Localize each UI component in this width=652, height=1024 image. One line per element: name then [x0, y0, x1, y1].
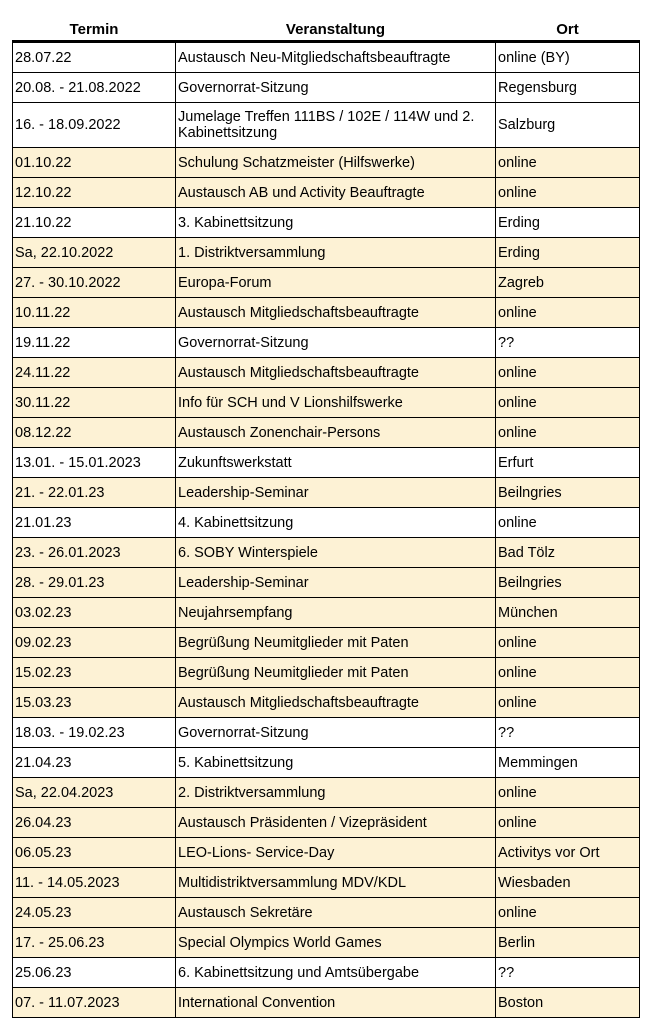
cell-date: 21.01.23 [13, 508, 176, 538]
cell-place: online (BY) [496, 42, 640, 73]
cell-event: Governorrat-Sitzung [176, 73, 496, 103]
cell-event: Leadership-Seminar [176, 568, 496, 598]
table-row [13, 838, 640, 868]
table-row [13, 508, 640, 538]
table-row [13, 868, 640, 898]
cell-event: Austausch Neu-Mitgliedschaftsbeauftragte [176, 42, 496, 73]
cell-event: Governorrat-Sitzung [176, 328, 496, 358]
cell-date: 11. - 14.05.2023 [13, 868, 176, 898]
cell-event: 5. Kabinettsitzung [176, 748, 496, 778]
table-row [13, 268, 640, 298]
cell-place: Erfurt [496, 448, 640, 478]
cell-event: Austausch AB und Activity Beauftragte [176, 178, 496, 208]
table-body [13, 42, 640, 1018]
cell-place: Bad Tölz [496, 538, 640, 568]
cell-place: Wiesbaden [496, 868, 640, 898]
table-row [13, 478, 640, 508]
cell-place: online [496, 778, 640, 808]
table-row [13, 628, 640, 658]
schedule-table [12, 19, 640, 1018]
table-row [13, 778, 640, 808]
cell-event: Austausch Mitgliedschaftsbeauftragte [176, 688, 496, 718]
cell-date: 26.04.23 [13, 808, 176, 838]
cell-date: 07. - 11.07.2023 [13, 988, 176, 1018]
cell-place: online [496, 658, 640, 688]
table-row [13, 688, 640, 718]
cell-event: Governorrat-Sitzung [176, 718, 496, 748]
column-header-date: Termin [13, 19, 176, 42]
cell-event: Neujahrsempfang [176, 598, 496, 628]
cell-event: Austausch Mitgliedschaftsbeauftragte [176, 358, 496, 388]
cell-place: online [496, 808, 640, 838]
column-header-event: Veranstaltung [176, 19, 496, 42]
table-row [13, 42, 640, 73]
cell-date: 19.11.22 [13, 328, 176, 358]
cell-event: Leadership-Seminar [176, 478, 496, 508]
cell-date: 17. - 25.06.23 [13, 928, 176, 958]
cell-date: 06.05.23 [13, 838, 176, 868]
table-row [13, 73, 640, 103]
cell-date: 21.10.22 [13, 208, 176, 238]
table-row [13, 418, 640, 448]
cell-place: online [496, 508, 640, 538]
cell-date: 24.05.23 [13, 898, 176, 928]
cell-place: Memmingen [496, 748, 640, 778]
table-row [13, 988, 640, 1018]
cell-place: online [496, 388, 640, 418]
cell-date: 13.01. - 15.01.2023 [13, 448, 176, 478]
cell-place: Activitys vor Ort [496, 838, 640, 868]
cell-event: Austausch Mitgliedschaftsbeauftragte [176, 298, 496, 328]
table-row [13, 238, 640, 268]
cell-place: online [496, 358, 640, 388]
table-row [13, 658, 640, 688]
table-row [13, 718, 640, 748]
column-header-place: Ort [496, 19, 640, 42]
table-row [13, 208, 640, 238]
cell-event: Austausch Zonenchair-Persons [176, 418, 496, 448]
cell-date: 25.06.23 [13, 958, 176, 988]
cell-date: 15.02.23 [13, 658, 176, 688]
table-row [13, 928, 640, 958]
cell-event: Special Olympics World Games [176, 928, 496, 958]
cell-place: Beilngries [496, 478, 640, 508]
cell-date: 21. - 22.01.23 [13, 478, 176, 508]
table-row [13, 808, 640, 838]
cell-place: online [496, 688, 640, 718]
table-row [13, 748, 640, 778]
cell-place: München [496, 598, 640, 628]
cell-event: International Convention [176, 988, 496, 1018]
cell-date: Sa, 22.10.2022 [13, 238, 176, 268]
cell-event: Schulung Schatzmeister (Hilfswerke) [176, 148, 496, 178]
cell-place: Regensburg [496, 73, 640, 103]
cell-place: Boston [496, 988, 640, 1018]
cell-event: 3. Kabinettsitzung [176, 208, 496, 238]
cell-date: 01.10.22 [13, 148, 176, 178]
table-row [13, 178, 640, 208]
cell-event: 2. Distriktversammlung [176, 778, 496, 808]
cell-place: online [496, 418, 640, 448]
cell-date: 28. - 29.01.23 [13, 568, 176, 598]
table-row [13, 568, 640, 598]
cell-place: ?? [496, 718, 640, 748]
cell-place: ?? [496, 328, 640, 358]
cell-place: online [496, 628, 640, 658]
table-row [13, 148, 640, 178]
cell-event: 6. Kabinettsitzung und Amtsübergabe [176, 958, 496, 988]
table-row [13, 298, 640, 328]
cell-event: Zukunftswerkstatt [176, 448, 496, 478]
cell-event: Austausch Sekretäre [176, 898, 496, 928]
table-row [13, 538, 640, 568]
cell-date: 08.12.22 [13, 418, 176, 448]
cell-event: 4. Kabinettsitzung [176, 508, 496, 538]
cell-date: 28.07.22 [13, 42, 176, 73]
cell-date: 18.03. - 19.02.23 [13, 718, 176, 748]
cell-date: 23. - 26.01.2023 [13, 538, 176, 568]
header-row [13, 19, 640, 42]
cell-place: Erding [496, 238, 640, 268]
cell-event: Multidistriktversammlung MDV/KDL [176, 868, 496, 898]
schedule-sheet [12, 19, 639, 1018]
cell-event: Austausch Präsidenten / Vizepräsident [176, 808, 496, 838]
cell-place: Salzburg [496, 103, 640, 148]
cell-date: Sa, 22.04.2023 [13, 778, 176, 808]
cell-event: 6. SOBY Winterspiele [176, 538, 496, 568]
cell-date: 20.08. - 21.08.2022 [13, 73, 176, 103]
cell-place: Erding [496, 208, 640, 238]
table-row [13, 958, 640, 988]
cell-event: Begrüßung Neumitglieder mit Paten [176, 628, 496, 658]
cell-event: Jumelage Treffen 111BS / 102E / 114W und 2. Kabinettsitzung [176, 103, 496, 148]
cell-date: 03.02.23 [13, 598, 176, 628]
cell-place: online [496, 898, 640, 928]
cell-date: 27. - 30.10.2022 [13, 268, 176, 298]
cell-place: Berlin [496, 928, 640, 958]
cell-event: Begrüßung Neumitglieder mit Paten [176, 658, 496, 688]
cell-date: 12.10.22 [13, 178, 176, 208]
cell-place: online [496, 178, 640, 208]
cell-date: 30.11.22 [13, 388, 176, 418]
table-row [13, 358, 640, 388]
cell-event: 1. Distriktversammlung [176, 238, 496, 268]
cell-date: 15.03.23 [13, 688, 176, 718]
cell-place: Zagreb [496, 268, 640, 298]
cell-place: online [496, 298, 640, 328]
table-row [13, 448, 640, 478]
cell-place: Beilngries [496, 568, 640, 598]
cell-place: online [496, 148, 640, 178]
cell-date: 09.02.23 [13, 628, 176, 658]
table-row [13, 388, 640, 418]
cell-date: 10.11.22 [13, 298, 176, 328]
cell-event: Info für SCH und V Lionshilfswerke [176, 388, 496, 418]
cell-date: 16. - 18.09.2022 [13, 103, 176, 148]
table-row [13, 898, 640, 928]
table-row [13, 328, 640, 358]
table-row [13, 598, 640, 628]
table-header [13, 19, 640, 42]
cell-date: 21.04.23 [13, 748, 176, 778]
table-row [13, 103, 640, 148]
cell-place: ?? [496, 958, 640, 988]
cell-date: 24.11.22 [13, 358, 176, 388]
cell-event: Europa-Forum [176, 268, 496, 298]
cell-event: LEO-Lions- Service-Day [176, 838, 496, 868]
